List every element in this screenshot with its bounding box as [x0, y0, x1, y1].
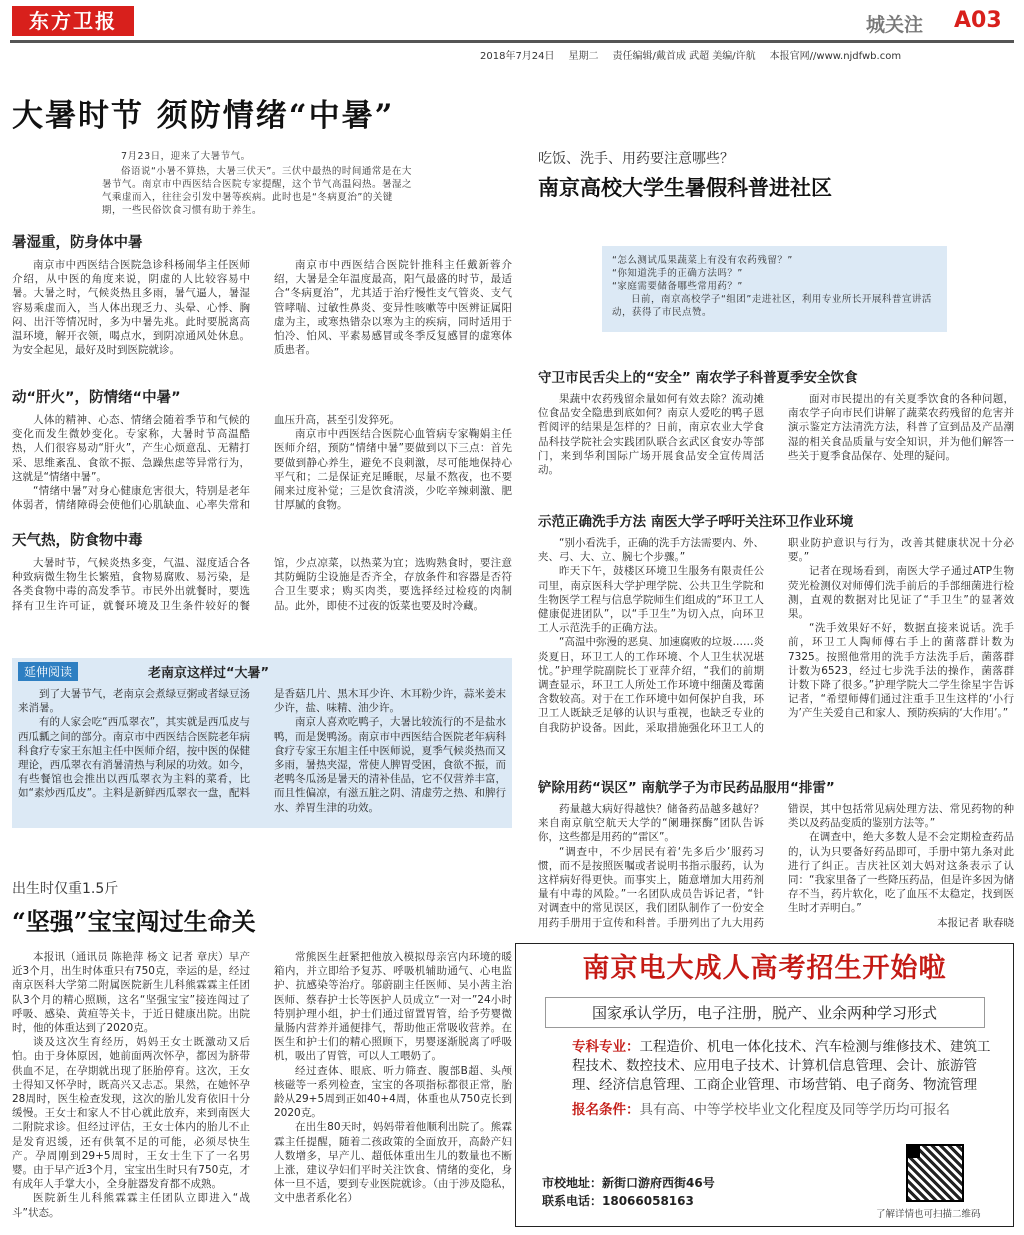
intro: 7月23日，迎来了大暑节气。 俗语说“小暑不算热，大暑三伏天”。三伏中最热的时间通常是在大暑节气。南京市中西医结合医院专家提醒，这个节气高温闷热。暑湿之气乘虚而入，往往会引发中暑等疾病。此时也是“冬病夏治”的关键期，一些民俗饮食习惯有助于养生。 [102, 151, 413, 216]
headline: 大暑时节 须防情绪“中暑” [12, 98, 395, 134]
article-body: 本报讯（通讯员 陈艳萍 杨文 记者 章庆）早产近3个月，出生时体重只有750克，幸运的是，经过南京医科大学第二附属医院新生儿科熊霖霖主任团队3个月的精心照顾，这名“坚强宝宝”接连闯过了呼吸、感染、黄疸等关卡，于近日健康出院。出院时，他的体重达到了2020克。 谈及这次生育经历，妈妈王女士既激动又后怕。由于身体原因，她前面两次怀孕，都因为脐带供血不足，在孕期就出现了胚胎停育。这次，王女士得知又怀孕时，既高兴又忐忑。果然，在她怀孕28周时，医生检查发现，这次的胎儿发育依旧十分缓慢。王女士和家人不甘心就此放弃，来到南医大二附院求诊。但经过评估，王女士体内的胎儿不止是发育迟缓，还有供氧不足的可能，必须尽快生产。孕周刚到29+5周时，王女士生下了一名男婴。由于早产近3个月，宝宝出生时只有750克，才有成年人手掌大小，全身脏器发育都不成熟。 医院新生儿科熊霖霖主任团队立即进入“战斗”状态。 常熊医生赶紧把他放入模拟母亲宫内环境的暖箱内，并立即给予复苏、呼吸机辅助通气、心电监护、抗感染等治疗。邬蔚副主任医师、吴小茜主治医师、蔡春护士长等医护人员成立“一对一”24小时特别护理小组，护士们通过留置胃管，给予劳婴微量肠内营养并通便排气，帮助他正常吸收营养。在医生和护士们的精心照顾下，男婴逐渐脱离了呼吸机，吸出了胃管，可以人工喂奶了。 经过查体、眼底、听力筛查、腹部B超、头颅核磁等一系列检查，宝宝的各项指标都很正常，胎龄从29+5周到正如40+4周，体重也从750克长到2020克。 在出生80天时，妈妈带着他顺利出院了。熊霖霖主任提醒，随着二孩政策的全面放开，高龄产妇人数增多，早产儿、超低体重出生儿的数量也不断上涨，建议孕妇们平时关注饮食、情绪的变化，身体一旦不适，要到专业医院就诊。（由于涉及隐私，文中患者系化名） [12, 951, 512, 1219]
section-title: 天气热，防食物中毒 [12, 533, 143, 549]
ad-requirements: 报名条件：具有高、中等学校毕业文化程度及同等学历均可报名 [572, 1102, 950, 1118]
extended-reading-tag: 延伸阅读 [18, 662, 78, 681]
qr-code[interactable] [906, 1144, 964, 1202]
section-body: 果蔬中农药残留余量如何有效去除？流动摊位食品安全隐患到底如何？南京人爱吃的鸭子恩哲阅评的结果是怎样的？日前，南京农业大学食品科技学院社会实践团队联合玄武区食安办等部门，来到华利国际广场开展食品安全宣传周活动。 面对市民提出的有关夏季饮食的各种问题，南农学子向市民们讲解了蔬菜农药残留的危害并演示鉴定方法清洗方法，科普了宣到品及产品潮湿的相关食品质量与安全知识，并为他们解答一些关于夏季食品保存、处理的疑问。 [538, 393, 1014, 477]
paper-logo[interactable]: 东方卫报 [12, 6, 134, 36]
headline: “坚强”宝宝闯过生命关 [12, 907, 256, 936]
article-summer-science [538, 148, 1014, 933]
extended-reading-title: 老南京这样过“大暑” [148, 666, 270, 681]
section-body: 南京市中西医结合医院急诊科杨闹华主任医师介绍，从中医的角度来说，阴虚的人比较容易中暑。大暑之时，气候炎热且多雨，暑气逼人，暑湿容易乘虚而入，当人体出现乏力、头晕、心悸、胸闷、出汗等情况时，多为中暑先兆。此时要脱离高温环境，解开衣领，喝点水，到阴凉通风处休息。为安全起见，最好及时到医院就诊。 南京市中西医结合医院针推科主任戴新蓉介绍，大暑是全年温度最高，阳气最盛的时节，最适合“冬病夏治”，尤其适于治疗慢性支气管炎、支气管哮喘、过敏性鼻炎、变异性咳嗽等中医辨证属阳虚为主，或寒热错杂以寒为主的疾病，同时适用于怕冷、怕风、平素易感冒或冬季反复感冒的虚寒体质患者。 [12, 259, 512, 357]
issue-date: 2018年7月24日 [480, 51, 555, 62]
section-body: 人体的精神、心态、情绪会随着季节和气候的变化而发生微妙变化。专家称，大暑时节高温酷热，人们很容易动“肝火”，产生心烦意乱、无精打采、思维紊乱、食欲不振、急躁焦虑等异常行为，这就是“情绪中暑”。 “情绪中暑”对身心健康危害很大，特别是老年体弱者，情绪障碍会使他们心肌缺血、心率失常和血压升高，甚至引发猝死。 南京市中西医结合医院心血管病专家鞠娟主任医师介绍，预防“情绪中暑”要做到以下三点：首先要做到静心养生，避免不良刺激，尽可能地保持心平气和；二是保证充足睡眠，尽量不熬夜，也不要闹来过度补觉；三是饮食清淡，少吃辛辣刺激、肥甘厚腻的食物。 [12, 414, 512, 512]
issue-weekday: 星期二 [568, 51, 599, 62]
section-title: 动“肝火”，防情绪“中暑” [12, 390, 181, 406]
qr-caption: 了解详情也可扫描二维码 [876, 1209, 981, 1220]
ad-slogan: 国家承认学历，电子注册，脱产、业余两种学习形式 [545, 997, 985, 1028]
ad-phone[interactable]: 联系电话：18066058163 [542, 1194, 694, 1208]
extended-reading: 延伸阅读 老南京这样过“大暑” 到了大暑节气，老南京会煮绿豆粥或者绿豆汤来消暑。 有的人家会吃“西瓜翠衣”，其实就是西瓜皮与西瓜瓤之间的部分。南京市中西医结合医院老年病科食疗专家王东旭主任中医师介绍，按中医的保健理论，西瓜翠衣有消暑清热与利尿的功效。如今，有些餐馆也会推出以西瓜翠衣为主料的菜肴，比如“素炒西瓜皮”。主料是新鲜西瓜翠衣一盘，配料是香菇几片、黑木耳少许、木耳粉少许，蒜米姜末少许，盐、味精、油少许。 南京人喜欢吃鸭子，大暑比较流行的不是盐水鸭，而是煲鸭汤。南京市中西医结合医院老年病科食疗专家王东旭主任中医师说，夏季气候炎热而又多雨，暑热夹湿，常使人脾胃受困，食欲不振，而老鸭冬瓜汤是暑天的清补佳品，它不仅营养丰富，而且性偏凉，有滋五脏之阴、清虚劳之热、和脾行水、养胃生津的功效。 [12, 658, 512, 828]
editors: 责任编辑/戴首成 武超 美编/许航 [612, 51, 756, 62]
article-strong-baby [12, 878, 512, 1228]
quote-box: “怎么测试瓜果蔬菜上有没有农药残留？” “你知道洗手的正确方法吗？” “家庭需要储备哪些常用药？” 日前，南京高校学子“组团”走进社区，利用专业所长开展科普宣讲活动，获得了市民点赞。 [602, 246, 947, 332]
website[interactable]: 本报官网//www.njdfwb.com [769, 51, 902, 62]
advertisement[interactable] [515, 943, 1014, 1227]
section-title: 铲除用药“误区” 南航学子为市民药品服用“排雷” [538, 780, 835, 796]
ad-majors: 专科专业：工程造价、机电一体化技术、汽车检测与维修技术、建筑工程技术、数控技术、应用电子技术、计算机信息管理、会计、旅游管理、经济信息管理、工商企业管理、市场营销、电子商务、物流管理 [572, 1039, 991, 1093]
section-title: 守卫市民舌尖上的“安全” 南农学子科普夏季安全饮食 [538, 370, 858, 386]
section-body: “别小看洗手，正确的洗手方法需要内、外、夹、弓、大、立、腕七个步骤。” 昨天下午，鼓楼区环境卫生服务有限责任公司里，南京医科大学护理学院、公共卫生学院和生物医学工程与信息学院师生们组成的“环卫工人健康促进团队”，以“手卫生”为切入点，向环卫工人示范洗手的正确方法。 “高温中弥漫的恶臭、加速腐败的垃圾……炎炎夏日，环卫工人的工作环境、个人卫生状况堪忧。”护理学院副院长丁亚萍介绍，“我们的前期调查显示，环卫工人所处工作环境中细菌及霉菌含数较高。对于在工作环境中如何保护自我，环卫工人既缺乏足够的认识与重视，也缺乏专业的自我防护设备。因此，采取措施强化环卫工人的职业防护意识与行为，改善其健康状况十分必要。” 记者在现场看到，南医大学子通过ATP生物荧光检测仪对师傅们洗手前后的手部细菌进行检测，直观的数据对比见证了“手卫生”的显著效果。 “洗手效果好不好，数据直接来说话。洗手前，环卫工人陶师傅右手上的菌落群计数为7325。按照他常用的洗手方法洗手后，菌落群计数为6523，经过七步洗手法的操作，菌落群计数下降了很多。”护理学院大二学生徐星宇告诉记者，“希望师傅们通过注重手卫生这样的‘小行为’产生关爱自己和家人、预防疾病的‘大作用’。” [538, 537, 1014, 734]
article-summer-heat [12, 90, 512, 835]
kicker: 出生时仅重1.5斤 [12, 881, 119, 897]
section-title: 暑湿重，防身体中暑 [12, 235, 143, 251]
section-name: 城关注 [866, 14, 924, 36]
headline: 南京高校大学生暑假科普进社区 [538, 175, 832, 200]
masthead-info [480, 47, 901, 62]
section-title: 示范正确洗手方法 南医大学子呼吁关注环卫作业环境 [538, 514, 854, 530]
ad-title: 南京电大成人高考招生开始啦 [582, 953, 947, 984]
page-number: A03 [954, 8, 1002, 33]
ad-address: 市校地址：新街口游府西街46号 [542, 1176, 715, 1190]
masthead [0, 0, 1024, 68]
section-body: 药量越大病好得越快？储备药品越多越好？来自南京航空航天大学的“阑珊探酶”团队告诉你，这些都是用药的“雷区”。 “调查中，不少居民有着‘先多后少’服药习惯，而不是按照医嘱或者说明书指示服药，认为这样病好得更快。而事实上，随意增加大用药剂量有中毒的风险。”一名团队成员告诉记者，“针对调查中的常见误区，我们团队制作了一份安全用药手册用于宣传和科普。手册列出了九大用药错误，其中包括常见病处理方法、常见药物的种类以及药品变质的鉴别方法等。” 在调查中，绝大多数人是不会定期检查药品的，认为只要备好药品即可，手册中第九条对此进行了纠正。吉庆社区刘大妈对这条表示了认同：“我家里备了一些降压药品，但是许多因为储存不当，药片软化，吃了血压不太稳定，找到医生时才弄明白。” 本报记者 耿春晓 [538, 803, 1014, 929]
masthead-rule [10, 40, 1014, 43]
section-body: 大暑时节，气候炎热多变，气温、湿度适合各种致病微生物生长繁殖，食物易腐败、易污染，是各类食物中毒的高发季节。市民外出就餐时，要选择有卫生许可证，就餐环境及卫生条件较好的餐馆，少点凉菜，以热菜为宜；选购熟食时，要注意其防蝇防尘设施是否齐全，存放条件和容器是否符合卫生要求；购买肉类，要选择经过检疫的肉制品。此外，即使不过夜的饭菜也要及时冷藏。 [12, 557, 512, 612]
byline: 本报记者 耿春晓 [937, 916, 1014, 929]
kicker: 吃饭、洗手、用药要注意哪些？ [538, 151, 734, 167]
